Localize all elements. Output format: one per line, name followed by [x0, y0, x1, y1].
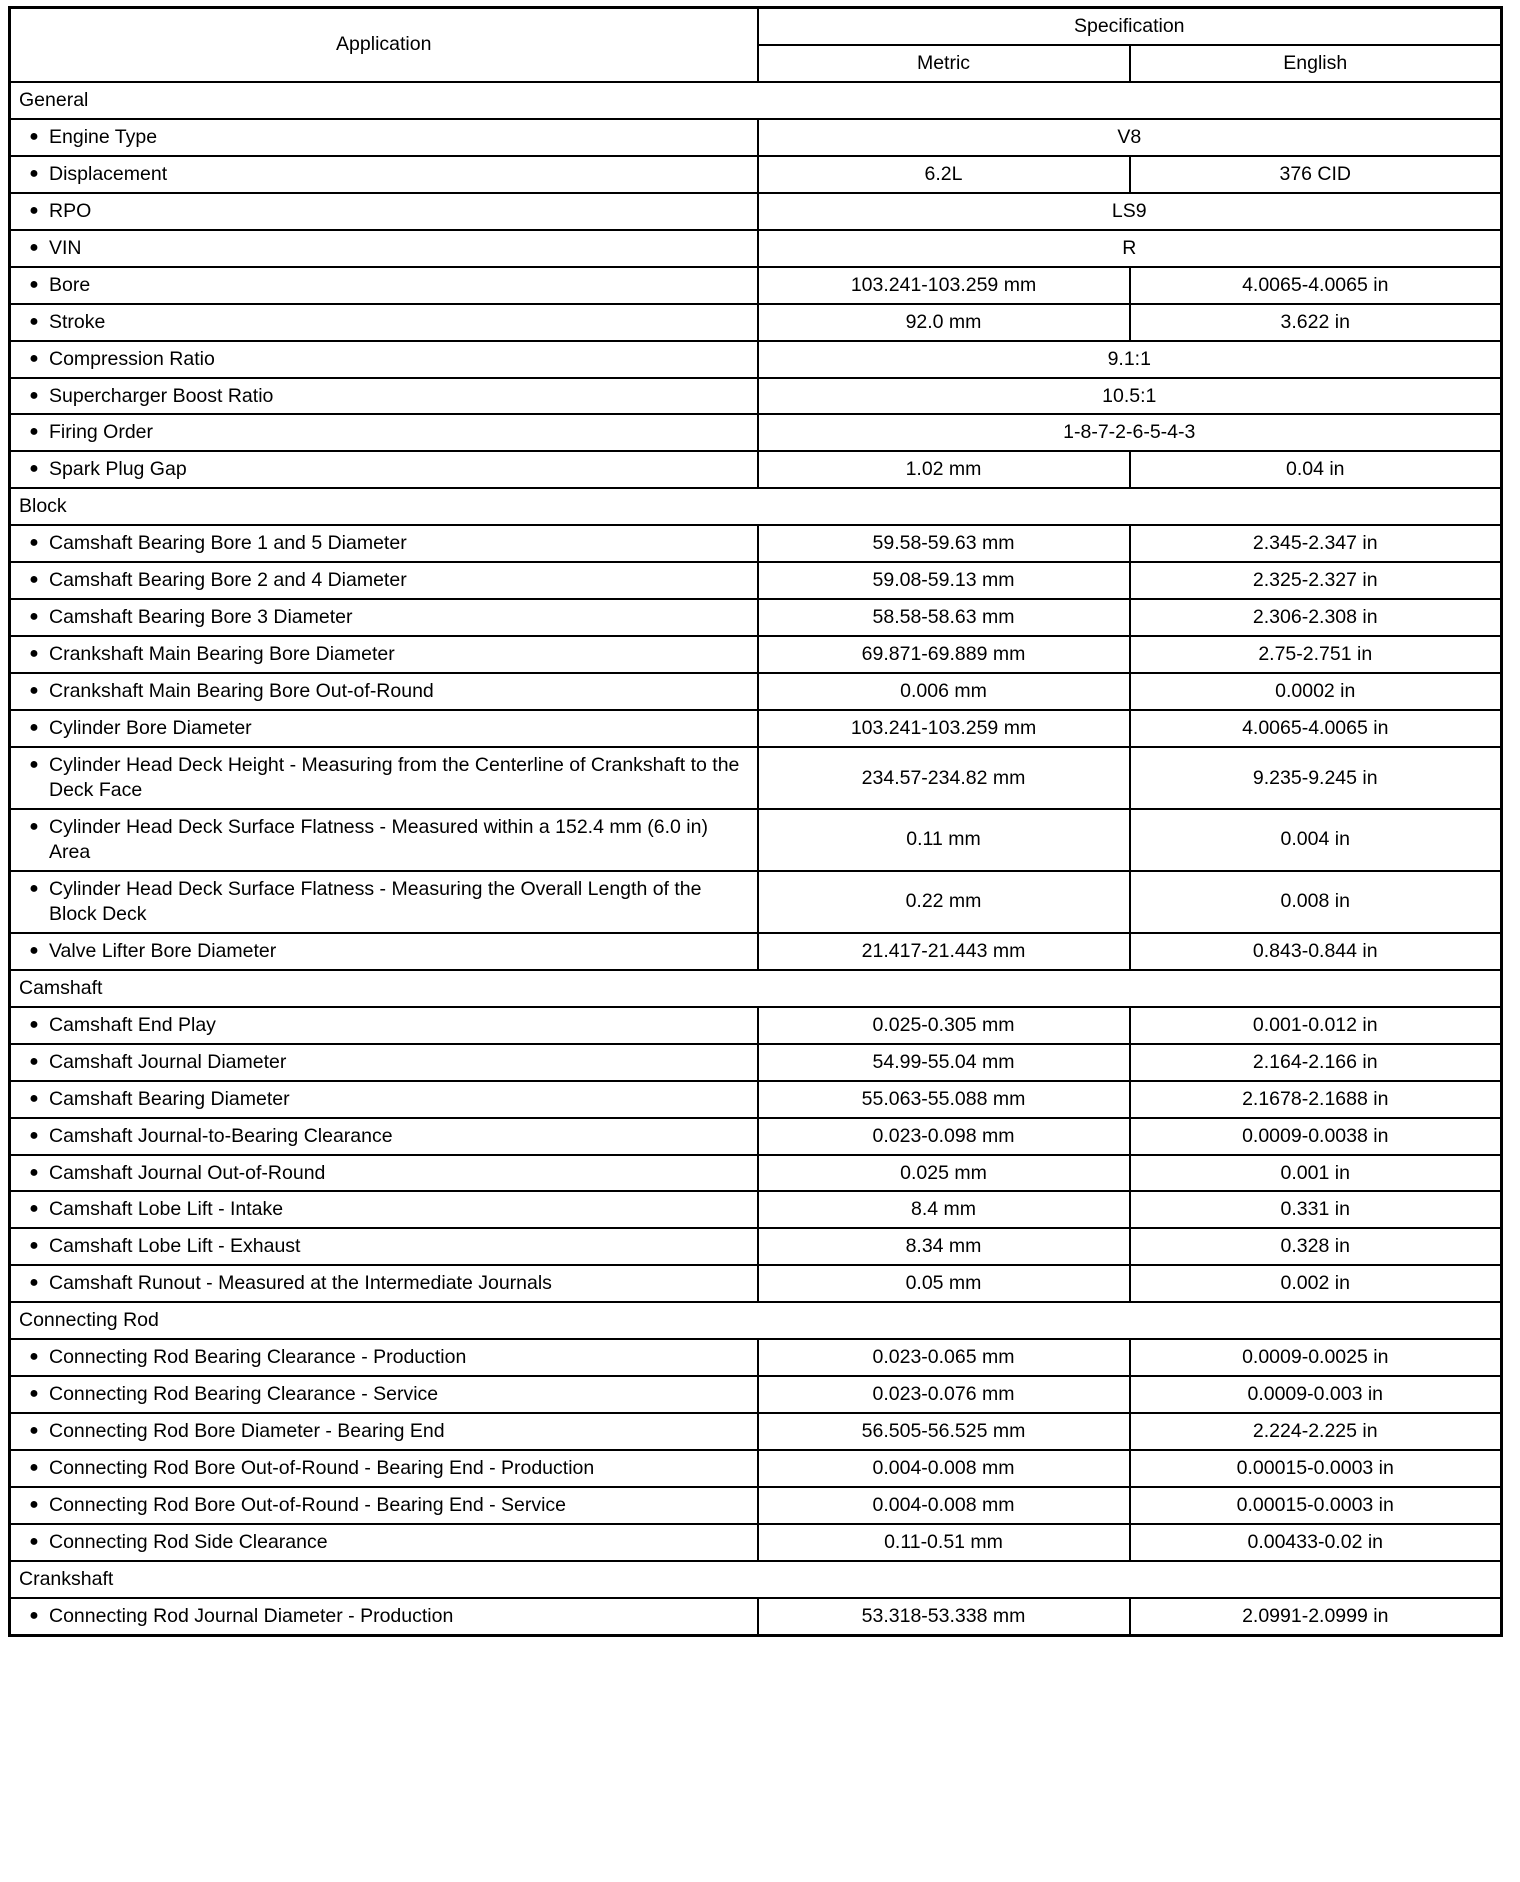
spec-value-english: 0.331 in	[1130, 1191, 1502, 1228]
engine-specifications-table	[8, 6, 1503, 1637]
spec-label: Connecting Rod Side Clearance	[49, 1531, 328, 1554]
spec-value-english: 0.0002 in	[1130, 673, 1502, 710]
bullet-icon	[19, 815, 49, 840]
spec-label: Camshaft Journal-to-Bearing Clearance	[49, 1124, 393, 1147]
spec-label: Camshaft Journal Out-of-Round	[49, 1161, 326, 1184]
spec-value-combined: LS9	[758, 193, 1502, 230]
spec-label: Spark Plug Gap	[49, 458, 187, 481]
table-row	[10, 1376, 1502, 1413]
spec-label: Connecting Rod Journal Diameter - Production	[49, 1604, 454, 1627]
spec-label-cell	[10, 1524, 758, 1561]
spec-label-cell	[10, 1376, 758, 1413]
spec-label: Cylinder Bore Diameter	[49, 717, 252, 740]
spec-value-metric: 0.11-0.51 mm	[758, 1524, 1130, 1561]
table-row	[10, 414, 1502, 451]
spec-label-cell	[10, 1265, 758, 1302]
table-row	[10, 1228, 1502, 1265]
spec-value-metric: 0.22 mm	[758, 871, 1130, 933]
bullet-icon	[19, 753, 49, 778]
bullet-icon	[19, 642, 49, 667]
spec-value-english: 0.00433-0.02 in	[1130, 1524, 1502, 1561]
spec-label-cell	[10, 267, 758, 304]
spec-label-cell	[10, 562, 758, 599]
spec-value-metric: 103.241-103.259 mm	[758, 267, 1130, 304]
spec-label: Camshaft End Play	[49, 1013, 216, 1036]
section-header-row	[10, 970, 1502, 1007]
spec-label: Supercharger Boost Ratio	[49, 384, 274, 407]
bullet-icon	[19, 679, 49, 704]
spec-label-cell	[10, 1044, 758, 1081]
section-header-row	[10, 1302, 1502, 1339]
table-row	[10, 1044, 1502, 1081]
spec-value-metric: 8.4 mm	[758, 1191, 1130, 1228]
bullet-icon	[19, 1493, 49, 1518]
spec-value-metric: 58.58-58.63 mm	[758, 599, 1130, 636]
table-row	[10, 636, 1502, 673]
spec-label: Valve Lifter Bore Diameter	[49, 939, 277, 962]
spec-label-cell	[10, 525, 758, 562]
table-row	[10, 673, 1502, 710]
spec-value-english: 4.0065-4.0065 in	[1130, 267, 1502, 304]
bullet-icon	[19, 347, 49, 372]
section-header-row	[10, 82, 1502, 119]
spec-label-cell	[10, 1598, 758, 1635]
spec-label-cell	[10, 1118, 758, 1155]
spec-value-metric: 0.006 mm	[758, 673, 1130, 710]
spec-label: Camshaft Runout - Measured at the Intermediate Journals	[49, 1272, 552, 1295]
spec-label-cell	[10, 673, 758, 710]
bullet-icon	[19, 531, 49, 556]
spec-value-metric: 69.871-69.889 mm	[758, 636, 1130, 673]
spec-label: Camshaft Journal Diameter	[49, 1050, 287, 1073]
spec-value-metric: 0.004-0.008 mm	[758, 1487, 1130, 1524]
table-row	[10, 1155, 1502, 1192]
spec-label: Firing Order	[49, 421, 154, 444]
table-row	[10, 933, 1502, 970]
spec-value-metric: 0.023-0.098 mm	[758, 1118, 1130, 1155]
table-row	[10, 1118, 1502, 1155]
table-row	[10, 119, 1502, 156]
spec-value-metric: 0.05 mm	[758, 1265, 1130, 1302]
bullet-icon	[19, 1456, 49, 1481]
spec-label: Engine Type	[49, 125, 158, 148]
bullet-icon	[19, 1197, 49, 1222]
spec-value-english: 3.622 in	[1130, 304, 1502, 341]
spec-label-cell	[10, 230, 758, 267]
spec-label-cell	[10, 809, 758, 871]
spec-label: Connecting Rod Bore Diameter - Bearing End	[49, 1420, 445, 1443]
spec-value-english: 2.0991-2.0999 in	[1130, 1598, 1502, 1635]
table-row	[10, 809, 1502, 871]
bullet-icon	[19, 605, 49, 630]
section-header-row	[10, 1561, 1502, 1598]
spec-value-metric: 0.023-0.076 mm	[758, 1376, 1130, 1413]
bullet-icon	[19, 457, 49, 482]
spec-label: Crankshaft Main Bearing Bore Diameter	[49, 643, 395, 666]
spec-label: Cylinder Head Deck Surface Flatness - Measuring the Overall Length of the Block Deck	[49, 877, 702, 925]
spec-label: Connecting Rod Bore Out-of-Round - Bearing End - Service	[49, 1494, 567, 1517]
bullet-icon	[19, 1419, 49, 1444]
table-row	[10, 747, 1502, 809]
table-row	[10, 1524, 1502, 1561]
table-row	[10, 1007, 1502, 1044]
spec-value-english: 2.1678-2.1688 in	[1130, 1081, 1502, 1118]
spec-label-cell	[10, 341, 758, 378]
spec-value-metric: 0.025 mm	[758, 1155, 1130, 1192]
spec-value-metric: 1.02 mm	[758, 451, 1130, 488]
spec-value-english: 2.164-2.166 in	[1130, 1044, 1502, 1081]
table-row	[10, 230, 1502, 267]
spec-label: Camshaft Bearing Bore 2 and 4 Diameter	[49, 569, 407, 592]
bullet-icon	[19, 1013, 49, 1038]
bullet-icon	[19, 1271, 49, 1296]
table-row	[10, 871, 1502, 933]
table-row	[10, 1450, 1502, 1487]
bullet-icon	[19, 199, 49, 224]
spec-value-english: 0.004 in	[1130, 809, 1502, 871]
table-row	[10, 710, 1502, 747]
column-header-application: Application	[10, 8, 758, 82]
spec-value-english: 376 CID	[1130, 156, 1502, 193]
spec-value-english: 2.306-2.308 in	[1130, 599, 1502, 636]
spec-value-combined: 9.1:1	[758, 341, 1502, 378]
spec-label-cell	[10, 193, 758, 230]
section-title: Connecting Rod	[10, 1302, 1502, 1339]
spec-label: Camshaft Bearing Bore 3 Diameter	[49, 606, 353, 629]
spec-label-cell	[10, 1339, 758, 1376]
spec-value-english: 0.00015-0.0003 in	[1130, 1450, 1502, 1487]
bullet-icon	[19, 162, 49, 187]
spec-label: Cylinder Head Deck Surface Flatness - Measured within a 152.4 mm (6.0 in) Area	[49, 815, 708, 863]
spec-label-cell	[10, 599, 758, 636]
bullet-icon	[19, 1345, 49, 1370]
spec-label: Compression Ratio	[49, 347, 215, 370]
table-row	[10, 599, 1502, 636]
bullet-icon	[19, 1234, 49, 1259]
spec-value-english: 2.224-2.225 in	[1130, 1413, 1502, 1450]
header-row-top	[10, 8, 1502, 45]
spec-label: Crankshaft Main Bearing Bore Out-of-Round	[49, 680, 434, 703]
bullet-icon	[19, 1087, 49, 1112]
spec-value-combined: R	[758, 230, 1502, 267]
table-row	[10, 451, 1502, 488]
spec-label-cell	[10, 119, 758, 156]
bullet-icon	[19, 125, 49, 150]
spec-value-metric: 234.57-234.82 mm	[758, 747, 1130, 809]
table-row	[10, 1339, 1502, 1376]
spec-value-english: 0.0009-0.003 in	[1130, 1376, 1502, 1413]
spec-label: Camshaft Lobe Lift - Exhaust	[49, 1235, 301, 1258]
spec-label-cell	[10, 710, 758, 747]
spec-label-cell	[10, 1228, 758, 1265]
spec-label-cell	[10, 414, 758, 451]
spec-label-cell	[10, 378, 758, 415]
table-header	[10, 8, 1502, 82]
spec-label: Connecting Rod Bearing Clearance - Production	[49, 1346, 467, 1369]
spec-label-cell	[10, 1155, 758, 1192]
spec-value-english: 9.235-9.245 in	[1130, 747, 1502, 809]
spec-label: Connecting Rod Bore Out-of-Round - Bearing End - Production	[49, 1457, 595, 1480]
spec-value-english: 0.001 in	[1130, 1155, 1502, 1192]
table-row	[10, 378, 1502, 415]
bullet-icon	[19, 939, 49, 964]
spec-value-metric: 0.023-0.065 mm	[758, 1339, 1130, 1376]
spec-value-metric: 0.004-0.008 mm	[758, 1450, 1130, 1487]
table-row	[10, 1265, 1502, 1302]
bullet-icon	[19, 420, 49, 445]
table-row	[10, 525, 1502, 562]
bullet-icon	[19, 568, 49, 593]
bullet-icon	[19, 384, 49, 409]
spec-label-cell	[10, 156, 758, 193]
section-title: General	[10, 82, 1502, 119]
spec-value-english: 0.0009-0.0038 in	[1130, 1118, 1502, 1155]
table-row	[10, 1081, 1502, 1118]
table-row	[10, 1598, 1502, 1635]
spec-value-metric: 21.417-21.443 mm	[758, 933, 1130, 970]
spec-label: Camshaft Bearing Bore 1 and 5 Diameter	[49, 532, 407, 555]
spec-label: VIN	[49, 236, 82, 259]
spec-value-english: 0.008 in	[1130, 871, 1502, 933]
spec-label: Displacement	[49, 162, 168, 185]
spec-value-combined: V8	[758, 119, 1502, 156]
spec-value-english: 0.328 in	[1130, 1228, 1502, 1265]
spec-label-cell	[10, 1450, 758, 1487]
bullet-icon	[19, 1604, 49, 1629]
spec-value-english: 2.75-2.751 in	[1130, 636, 1502, 673]
column-header-specification: Specification	[758, 8, 1502, 45]
section-title: Crankshaft	[10, 1561, 1502, 1598]
spec-value-english: 0.04 in	[1130, 451, 1502, 488]
spec-value-metric: 59.08-59.13 mm	[758, 562, 1130, 599]
spec-label: Cylinder Head Deck Height - Measuring from the Centerline of Crankshaft to the Deck Face	[49, 754, 740, 802]
spec-value-combined: 10.5:1	[758, 378, 1502, 415]
bullet-icon	[19, 310, 49, 335]
spec-label-cell	[10, 1487, 758, 1524]
spec-value-metric: 6.2L	[758, 156, 1130, 193]
table-row	[10, 193, 1502, 230]
bullet-icon	[19, 1530, 49, 1555]
bullet-icon	[19, 1161, 49, 1186]
spec-value-combined: 1-8-7-2-6-5-4-3	[758, 414, 1502, 451]
bullet-icon	[19, 877, 49, 902]
section-title: Camshaft	[10, 970, 1502, 1007]
table-row	[10, 1191, 1502, 1228]
spec-label: Camshaft Bearing Diameter	[49, 1087, 290, 1110]
spec-label-cell	[10, 636, 758, 673]
spec-value-english: 2.345-2.347 in	[1130, 525, 1502, 562]
spec-value-metric: 53.318-53.338 mm	[758, 1598, 1130, 1635]
spec-label: Stroke	[49, 310, 106, 333]
spec-label-cell	[10, 1191, 758, 1228]
spec-value-metric: 0.11 mm	[758, 809, 1130, 871]
table-row	[10, 562, 1502, 599]
spec-value-english: 4.0065-4.0065 in	[1130, 710, 1502, 747]
spec-value-english: 2.325-2.327 in	[1130, 562, 1502, 599]
spec-label: RPO	[49, 199, 92, 222]
bullet-icon	[19, 1124, 49, 1149]
spec-value-metric: 59.58-59.63 mm	[758, 525, 1130, 562]
section-header-row	[10, 488, 1502, 525]
table-row	[10, 156, 1502, 193]
table-row	[10, 341, 1502, 378]
spec-value-metric: 0.025-0.305 mm	[758, 1007, 1130, 1044]
spec-label: Camshaft Lobe Lift - Intake	[49, 1198, 284, 1221]
column-header-metric: Metric	[758, 45, 1130, 82]
spec-value-english: 0.0009-0.0025 in	[1130, 1339, 1502, 1376]
spec-label-cell	[10, 933, 758, 970]
bullet-icon	[19, 716, 49, 741]
spec-value-english: 0.843-0.844 in	[1130, 933, 1502, 970]
spec-label: Bore	[49, 273, 91, 296]
spec-value-metric: 103.241-103.259 mm	[758, 710, 1130, 747]
bullet-icon	[19, 273, 49, 298]
table-row	[10, 267, 1502, 304]
bullet-icon	[19, 1050, 49, 1075]
table-row	[10, 1487, 1502, 1524]
spec-value-metric: 55.063-55.088 mm	[758, 1081, 1130, 1118]
section-title: Block	[10, 488, 1502, 525]
spec-value-metric: 92.0 mm	[758, 304, 1130, 341]
spec-value-english: 0.00015-0.0003 in	[1130, 1487, 1502, 1524]
table-body	[10, 82, 1502, 1635]
table-row	[10, 304, 1502, 341]
spec-value-metric: 54.99-55.04 mm	[758, 1044, 1130, 1081]
column-header-english: English	[1130, 45, 1502, 82]
spec-value-metric: 8.34 mm	[758, 1228, 1130, 1265]
bullet-icon	[19, 1382, 49, 1407]
spec-label-cell	[10, 1007, 758, 1044]
spec-label-cell	[10, 1081, 758, 1118]
bullet-icon	[19, 236, 49, 261]
spec-label-cell	[10, 304, 758, 341]
spec-label-cell	[10, 451, 758, 488]
spec-value-metric: 56.505-56.525 mm	[758, 1413, 1130, 1450]
spec-label-cell	[10, 871, 758, 933]
spec-label-cell	[10, 1413, 758, 1450]
spec-label: Connecting Rod Bearing Clearance - Service	[49, 1383, 439, 1406]
table-row	[10, 1413, 1502, 1450]
spec-value-english: 0.002 in	[1130, 1265, 1502, 1302]
spec-label-cell	[10, 747, 758, 809]
spec-value-english: 0.001-0.012 in	[1130, 1007, 1502, 1044]
